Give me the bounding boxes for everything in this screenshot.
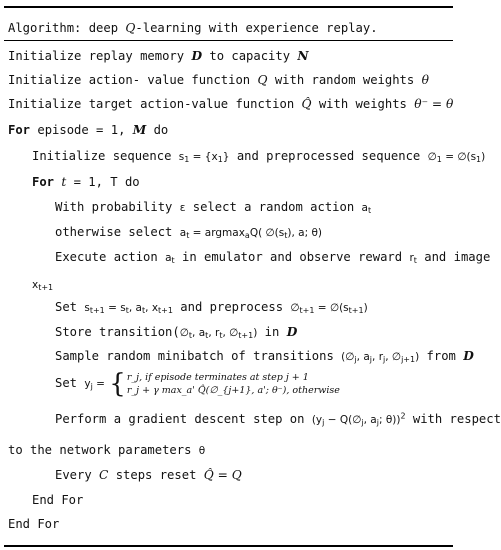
line-sample-minibatch: Sample random minibatch of transitions ($\emptyset_j$, $a_j$, $r_j$, $\emptyset_{j+1}$) from D (55, 349, 474, 364)
line-for-t: For t = 1, T do (32, 175, 140, 189)
header-rule (4, 40, 453, 41)
line-reset-target: Every C steps reset Q̂ = Q (55, 468, 242, 482)
line-store-transition: Store $transition(\emptyset_t$, $a_t$, $r_t$, $\emptyset_{t+1}$) in D (55, 325, 298, 340)
bottom-rule (4, 545, 453, 547)
line-execute-action: Execute action $a_t$ in emulator and observe reward $r_t$ and image (55, 250, 491, 265)
line-epsilon-select: With probability ε select a random action $a_t$ (55, 200, 372, 215)
line-network-params: to the network parameters θ (8, 443, 206, 457)
line-image-x: $x_{t+1}$ (32, 279, 54, 292)
line-init-target: Initialize target action-value function Q̂ with weights θ⁻ = θ (8, 97, 454, 111)
left-brace: { (109, 368, 126, 399)
line-set-state: Set $s_{t+1} = s_t$, $a_t$, $x_{t+1}$ and preprocess $\emptyset_{t+1}$ = $\emptyset(s_{t+1})$ (55, 300, 368, 315)
line-set-target: Set $y_j$ = {r_j, if episode terminates at step j + 1 r_j + γ max_a' Q̂(∅_{j+1}, a'; θ⁻), otherwise (55, 368, 340, 399)
line-init-memory: Initialize replay memory D to capacity N (8, 49, 309, 63)
line-otherwise-select: otherwise select $a_t = argmax_aQ$( $\emptyset(s_t)$, a; θ) (55, 225, 322, 240)
line-init-action-value: Initialize action- value function Q with random weights θ (8, 73, 429, 87)
line-for-episode: For episode = 1, M do (8, 123, 169, 137)
target-cases: r_j, if episode terminates at step j + 1 r_j + γ max_a' Q̂(∅_{j+1}, a'; θ⁻), otherwise (126, 371, 340, 396)
algorithm-title: Algorithm: deep Q-learning with experience replay. (8, 21, 378, 35)
line-end-for-outer: End For (8, 517, 60, 531)
line-end-for-inner: End For (32, 493, 84, 507)
top-rule (4, 6, 453, 8)
line-gradient-step: Perform a gradient descent step on ($y_j$ − $Q(\emptyset_j$, $a_j$; θ))$^2$ with respect (55, 411, 501, 427)
line-init-sequence: Initialize sequence $s_1 = \{x_1\}$ and preprocessed sequence $\emptyset_1$ = $\emptyset(s_1)$ (32, 149, 486, 164)
